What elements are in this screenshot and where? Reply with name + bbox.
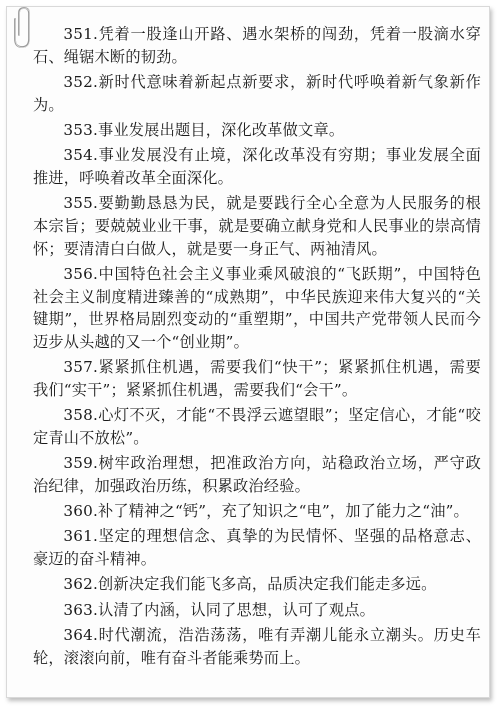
list-item (33, 404, 481, 449)
list-item (33, 119, 481, 142)
entry-text: 紧紧抓住机遇，需要我们“快干”；紧紧抓住机遇，需要我们“实干”；紧紧抓住机遇，需要我们“会干”。 (33, 358, 481, 399)
entry-number: 355. (63, 194, 99, 213)
entry-text: 中国特色社会主义事业乘风破浪的“飞跃期”，中国特色社会主义制度精进臻善的“成熟期”，中华民族迎来伟大复兴的“关键期”，世界格局剧烈变动的“重塑期”，中国共产党带领人民而今迈步从头越的又一个“创业期”。 (33, 264, 481, 351)
list-item (33, 71, 481, 116)
entry-number: 351. (63, 25, 99, 43)
list-item (33, 599, 481, 622)
list-item (33, 452, 481, 497)
entry-number: 358. (63, 406, 99, 425)
list-item (33, 192, 481, 260)
list-item (33, 356, 481, 401)
entry-number: 363. (63, 600, 99, 619)
entry-number: 360. (63, 502, 99, 521)
entry-text: 事业发展出题目，深化改革做文章。 (98, 120, 345, 139)
entry-text: 新时代意味着新起点新要求，新时代呼唤着新气象新作为。 (33, 72, 481, 114)
entry-text: 创新决定我们能飞多高，品质决定我们能走多远。 (98, 575, 437, 594)
entry-number: 352. (63, 72, 99, 91)
entry-number: 359. (63, 454, 99, 473)
list-item (33, 23, 481, 68)
entry-text: 事业发展没有止境，深化改革没有穷期；事业发展全面推进，呼唤着改革全面深化。 (33, 146, 481, 187)
entry-number: 354. (63, 146, 99, 165)
entry-list (33, 23, 481, 672)
entry-text: 树牢政治理想，把准政治方向，站稳政治立场，严守政治纪律，加强政治历练，积累政治经验。 (33, 454, 481, 495)
entry-number: 353. (63, 120, 99, 139)
list-item (33, 144, 481, 189)
entry-text: 坚定的理想信念、真挚的为民情怀、坚强的品格意志、豪迈的奋斗精神。 (33, 527, 481, 569)
document-page (6, 6, 490, 698)
entry-number: 362. (63, 575, 99, 594)
entry-number: 356. (63, 264, 99, 283)
list-item (33, 263, 481, 353)
entry-text: 凭着一股逢山开路、遇水架桥的闯劲，凭着一股滴水穿石、绳锯木断的韧劲。 (33, 25, 481, 66)
entry-text: 时代潮流，浩浩荡荡，唯有弄潮儿能永立潮头。历史车轮，滚滚向前，唯有奋斗者能乘势而上。 (33, 626, 481, 667)
list-item (33, 500, 481, 523)
list-item (33, 573, 481, 596)
entry-text: 认清了内涵，认同了思想，认可了观点。 (98, 600, 375, 619)
entry-number: 357. (63, 358, 99, 377)
entry-text: 要勤勤恳恳为民，就是要践行全心全意为人民服务的根本宗旨；要兢兢业业干事，就是要确立献身党和人民事业的崇高情怀；要清清白白做人，就是要一身正气、两袖清风。 (33, 194, 481, 258)
entry-number: 364. (63, 626, 99, 645)
entry-number: 361. (63, 527, 99, 546)
entry-text: 心灯不灭，才能“不畏浮云遮望眼”；坚定信心，才能“咬定青山不放松”。 (33, 406, 481, 447)
entry-text: 补了精神之“钙”，充了知识之“电”，加了能力之“油”。 (98, 502, 469, 521)
list-item (33, 624, 481, 669)
list-item (33, 525, 481, 570)
